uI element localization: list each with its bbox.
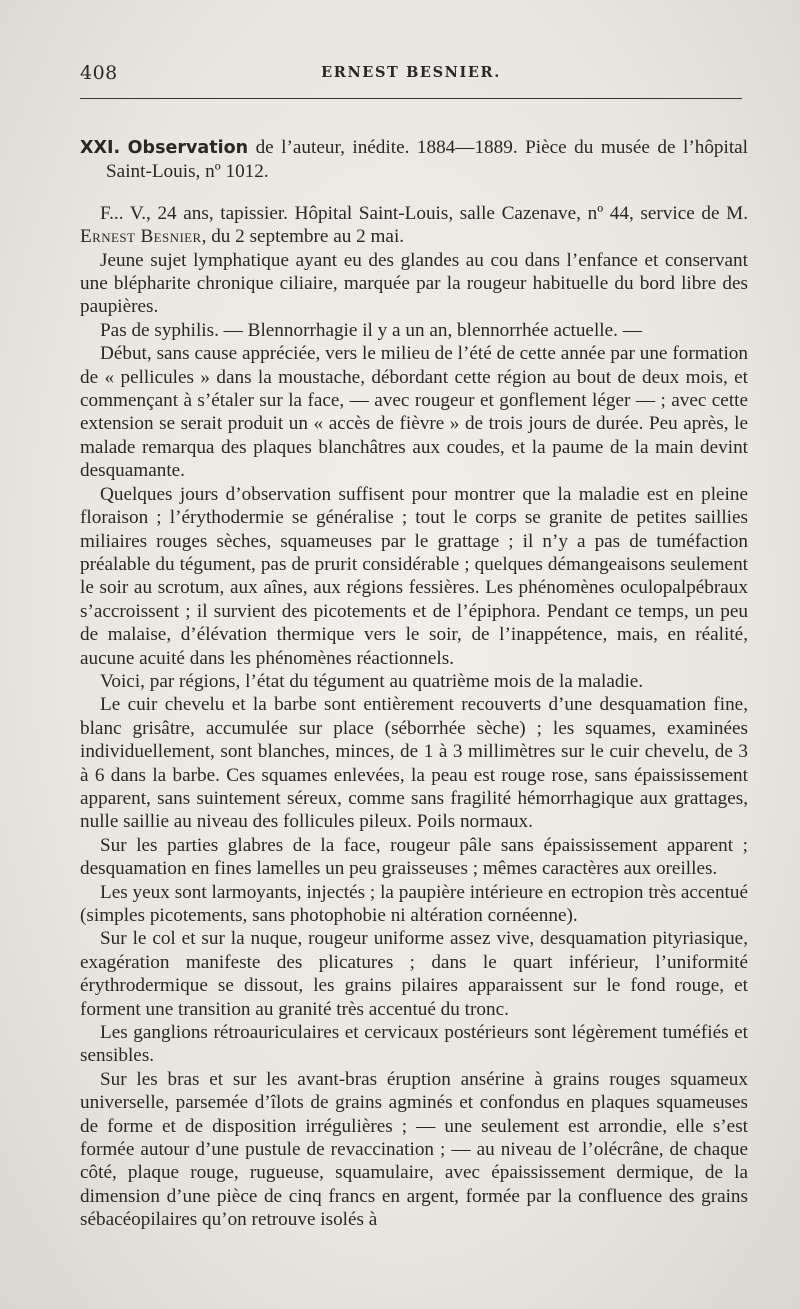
patient-text-end: , du 2 septembre au 2 mai.	[201, 226, 405, 248]
page-number: 408	[80, 62, 118, 84]
paragraph: Sur les parties glabres de la face, rougeur pâle sans épaississement apparent ; desquamation en fines lamelles un peu graisseuses ; mêmes caractères aux oreilles.	[80, 834, 748, 880]
paragraph: Début, sans cause appréciée, vers le milieu de l’été de cette année par une formation de « pellicules » dans la moustache, débordant cette région au bout de deux mois, et commençant à s’étaler sur la face, — avec rougeur et gonflement léger — ; avec cette extension se serait produit un « accès de fièvre » de trois jours de durée. Peu après, le malade remarqua des plaques blanchâtres aux coudes, et la paume de la main devint desquamante.	[80, 343, 748, 482]
paragraph: Pas de syphilis. — Blennorrhagie il y a un an, blennorrhée actuelle. —	[100, 319, 642, 341]
observation-title-text: de l’auteur, inédite. 1884—1889. Pièce du musée de l’hôpital Saint-Louis, nº 1012.	[106, 137, 749, 183]
observation-numeral: XXI.	[80, 138, 121, 158]
paragraph: Jeune sujet lymphatique ayant eu des glandes au cou dans l’enfance et conservant une blépharite chronique ciliaire, marquée par la rougeur habituelle du bord libre des paupières.	[80, 249, 748, 318]
paragraph: Sur le col et sur la nuque, rougeur uniforme assez vive, desquamation pityriasique, exagération manifeste des plicatures ; dans le quart inférieur, l’uniformité érythrodermique se dissout, les grains pilaires apparaissent sur le fond rouge, et forment une transition au granité très accentué du tronc.	[80, 928, 748, 1020]
observation-label: Observation	[127, 138, 249, 158]
patient-paragraph	[80, 202, 748, 249]
paragraph: Les yeux sont larmoyants, injectés ; la paupière intérieure en ectropion très accentué (simples picotements, sans photophobie ni altération cornéenne).	[80, 881, 748, 926]
paragraph: Quelques jours d’observation suffisent pour montrer que la maladie est en pleine floraison ; l’érythodermie se généralise ; tout le corps se granite de petites saillies miliaires rouges sèches, squameuses par le grattage ; il n’y a pas de tuméfaction préalable du tégument, pas de prurit considérable ; quelques démangeaisons seulement le soir au scrotum, aux aînes, aux régions fessières. Les phénomènes oculopalpébraux s’accroissent ; il survient des picotements et de l’épiphora. Pendant ce temps, un peu de malaise, d’élévation thermique vers le soir, de l’inappétence, mais, en réalité, aucune acuité dans les phénomènes réactionnels.	[80, 483, 748, 669]
page-body	[80, 136, 748, 1232]
page-header	[80, 62, 742, 86]
paragraph: Le cuir chevelu et la barbe sont entièrement recouverts d’une desquamation fine, blanc grisâtre, accumulée sur place (séborrhée sèche) ; les squames, examinées individuellement, sont blanches, minces, de 1 à 3 millimètres sur le cuir chevelu, de 3 à 6 dans la barbe. Ces squames enlevées, la peau est rouge rose, sans épaississement apparent, sans suintement séreux, comme sans fragilité hémorrhagique aux grattages, nulle saillie au niveau des follicules pileux. Poils normaux.	[80, 694, 748, 833]
paragraph: Les ganglions rétroauriculaires et cervicaux postérieurs sont légèrement tuméfiés et sensibles.	[80, 1022, 748, 1067]
running-head: ERNEST BESNIER.	[321, 64, 501, 81]
physician-name: Ernest Besnier	[80, 226, 202, 248]
paragraph: Sur les bras et sur les avant-bras éruption ansérine à grains rouges squameux universelle, parsemée d’îlots de grains agminés et confondus en plaques squameuses de forme et de disposition irrégulières ; — une seulement est arrondie, elle s’est formée autour d’une pustule de revaccination ; — au niveau de l’olécrâne, de chaque côté, plaque rouge, rugueuse, squamulaire, avec épaississement dermique, de la dimension d’une pièce de cinq francs en argent, formée par la confluence des grains sébacéopilaires qu’on retrouve isolés à	[80, 1068, 748, 1231]
paragraph: Voici, par régions, l’état du tégument au quatrième mois de la maladie.	[100, 670, 644, 692]
observation-title	[80, 136, 748, 184]
header-rule	[80, 98, 742, 99]
patient-text: F... V., 24 ans, tapissier. Hôpital Saint-Louis, salle Cazenave, nº 44, service de M.	[100, 202, 748, 224]
